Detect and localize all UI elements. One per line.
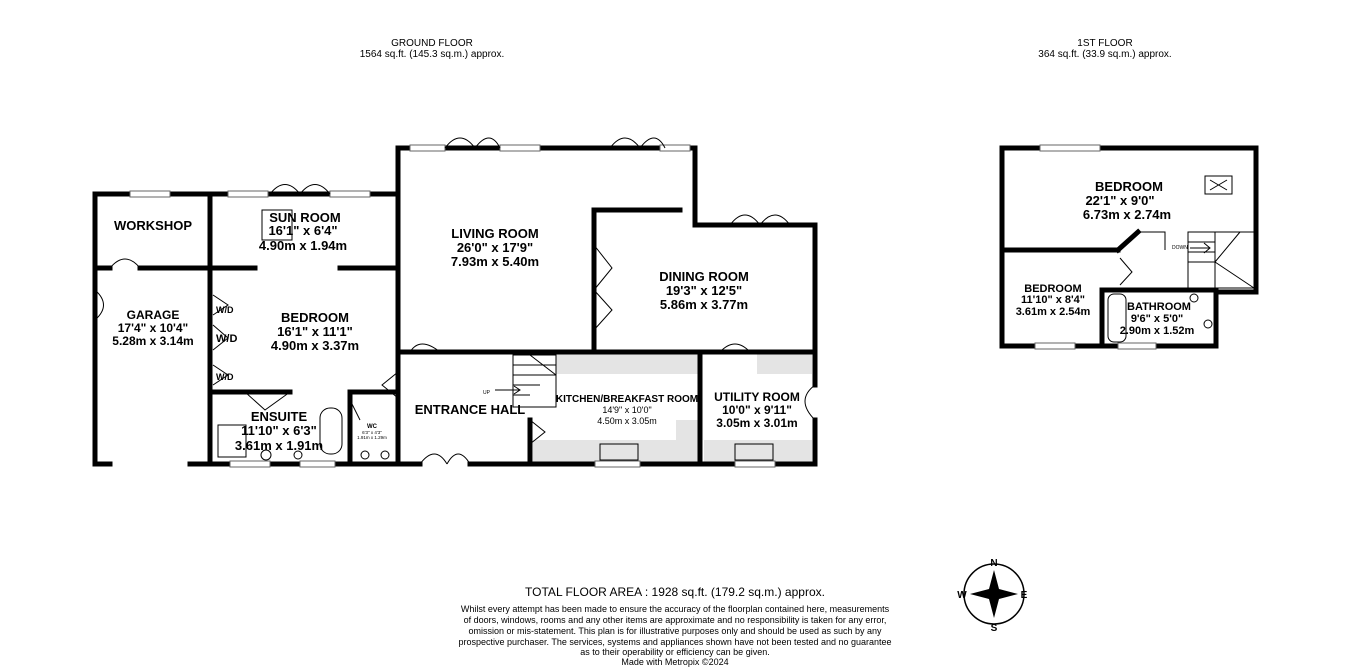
room-garage [112,308,193,348]
wardrobe-label: W/D [216,333,238,345]
room-utility-room [714,390,800,430]
room-first-bedroom [1083,179,1171,222]
wardrobe-label: W/D [216,372,234,382]
room-second-bedroom [1016,283,1091,318]
room-metric: 3.61m x 2.54m [1015,306,1091,318]
room-imperial: 17'4" x 10'4" [117,321,189,335]
room-metric: 7.93m x 5.40m [450,254,540,269]
room-living-room [451,226,539,269]
room-name: BEDROOM [1095,179,1163,194]
room-imperial: 6'3" x 4'3" [362,430,382,435]
room-metric: 3.61m x 1.91m [234,438,324,453]
room-metric: 2.90m x 1.52m [1119,325,1195,337]
room-imperial: 16'1" x 11'1" [277,324,353,339]
room-entrance-hall [415,390,526,417]
room-metric: 4.50m x 3.05m [597,416,657,426]
room-imperial: 11'10" x 8'4" [1021,294,1085,306]
room-name: DINING ROOM [659,269,749,284]
room-metric: 4.90m x 3.37m [270,338,360,353]
room-name: LIVING ROOM [451,226,539,241]
room-bathroom [1120,301,1195,337]
ground-floor-area: 1564 sq.ft. (145.3 sq.m.) approx. [359,49,505,60]
room-metric: 3.05m x 3.01m [716,416,798,430]
disclaimer-line: of doors, windows, rooms and any other items are approximate and no responsibility is taken for any error, [463,615,887,625]
credit: Made with Metropix ©2024 [621,657,729,667]
room-name: UTILITY ROOM [714,390,800,404]
stairs-down-label: DOWN [1172,245,1188,251]
room-imperial: 14'9" x 10'0" [602,405,652,415]
room-name: BEDROOM [1024,283,1082,295]
compass-n: N [990,558,998,569]
compass-s: S [990,623,998,634]
room-workshop [114,218,192,233]
room-imperial: 19'3" x 12'5" [665,283,743,298]
compass-e: E [1020,590,1028,601]
room-metric: 5.28m x 3.14m [112,334,194,348]
wardrobes [216,305,237,382]
room-metric: 4.90m x 1.94m [258,238,348,253]
room-name: SUN ROOM [269,210,341,225]
total-floor-area: TOTAL FLOOR AREA : 1928 sq.ft. (179.2 sq.m.) approx. [525,585,825,599]
room-sun-room [259,210,347,253]
room-name: GARAGE [126,308,180,322]
disclaimer-line: Whilst every attempt has been made to ensure the accuracy of the floorplan contained here, measurements [460,604,890,614]
room-metric: 5.86m x 3.77m [659,297,749,312]
room-name: KITCHEN/BREAKFAST ROOM [555,394,699,405]
room-dining-room [659,269,749,312]
compass-w: W [957,590,967,601]
first-floor-title: 1ST FLOOR [1077,38,1133,49]
room-imperial: 10'0" x 9'11" [722,403,792,417]
first-floor-area: 364 sq.ft. (33.9 sq.m.) approx. [1038,49,1172,60]
room-name: WORKSHOP [114,218,192,233]
disclaimer [458,604,891,667]
room-name: BATHROOM [1127,301,1191,313]
room-name: WC [367,424,377,430]
room-imperial: 22'1" x 9'0" [1085,193,1155,208]
ground-floor-title: GROUND FLOOR [391,38,473,49]
wardrobe-label: W/D [216,305,234,315]
room-imperial: 16'1" x 6'4" [268,223,338,238]
first-floor-walls [1002,145,1256,349]
room-imperial: 9'6" x 5'0" [1130,313,1184,325]
room-name: ENSUITE [250,409,308,424]
room-imperial: 11'10" x 6'3" [241,423,317,438]
room-metric: 1.91m x 1.29m [357,435,387,440]
disclaimer-line: omission or mis-statement. This plan is for illustrative purposes only and should be used as such by any [468,626,882,636]
room-name: ENTRANCE HALL [414,402,526,417]
room-imperial: 26'0" x 17'9" [456,240,534,255]
stairs-up-label: UP [483,390,490,396]
room-metric: 6.73m x 2.74m [1082,207,1172,222]
disclaimer-line: prospective purchaser. The services, systems and appliances shown have not been tested and no guarantee [458,637,892,647]
room-wc [357,424,387,440]
room-name: BEDROOM [281,310,349,325]
compass-icon [957,558,1027,634]
room-ensuite [235,409,323,453]
room-bedroom [271,310,359,353]
disclaimer-line: as to their operability or efficiency can be given. [580,647,770,657]
